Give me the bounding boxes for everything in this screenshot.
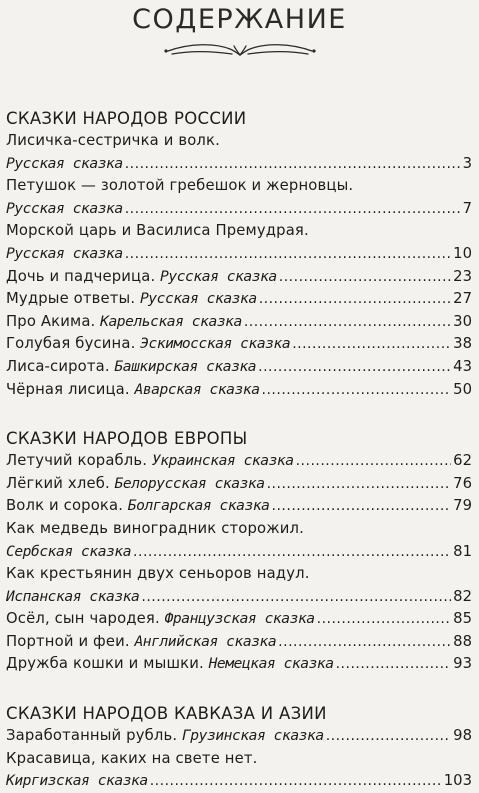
toc-entry-title-line — [6, 220, 472, 243]
toc-entry — [6, 541, 472, 564]
entry-title: Морской царь и Василиса Премудрая. — [6, 222, 309, 240]
entry-title: Лёгкий хлеб. — [6, 474, 110, 492]
entry-title: Лисичка-сестричка и волк. — [6, 132, 220, 149]
entry-page-number: 62 — [453, 452, 472, 470]
toc-entry-title-line — [6, 518, 472, 541]
toc-entry — [6, 770, 472, 793]
entry-text — [6, 608, 315, 631]
entry-origin: Сербская сказка — [6, 542, 132, 560]
toc-entry — [6, 288, 472, 311]
entry-title: Петушок — золотой гребешок и жерновцы. — [6, 177, 354, 195]
toc-entry — [6, 198, 472, 221]
dot-leader — [150, 770, 442, 793]
entry-title: Красавица, каких на свете нет. — [6, 749, 258, 767]
entry-text — [6, 725, 324, 748]
toc-entry — [6, 243, 472, 266]
entry-origin: Испанская сказка — [6, 587, 140, 605]
entry-title: Про Акима. — [6, 312, 96, 330]
entry-page-number: 3 — [462, 154, 472, 172]
entry-title: Мудрые ответы. — [6, 290, 136, 308]
entry-origin: Карельская сказка — [100, 312, 242, 330]
toc-entry — [6, 356, 472, 379]
entry-page-number: 43 — [453, 357, 472, 375]
toc-entry — [6, 379, 472, 402]
flourish-ornament-icon — [160, 40, 320, 60]
entry-text — [6, 653, 334, 676]
toc-entry — [6, 266, 472, 289]
entry-title: Голубая бусина. — [6, 335, 136, 353]
dot-leader — [292, 333, 451, 356]
entry-origin: Русская сказка — [139, 290, 257, 308]
dot-leader — [244, 311, 451, 334]
dot-leader — [125, 198, 461, 221]
dot-leader — [336, 653, 452, 676]
section-heading: СКАЗКИ НАРОДОВ ЕВРОПЫ — [6, 429, 248, 449]
dot-leader — [262, 379, 452, 402]
page-title: СОДЕРЖАНИЕ — [132, 4, 347, 35]
toc-entry — [6, 725, 472, 748]
entry-text — [6, 311, 242, 334]
entry-text — [6, 631, 276, 654]
entry-text — [6, 266, 277, 289]
entry-text — [6, 379, 260, 402]
entry-page-number: 23 — [453, 267, 472, 285]
toc-entry — [6, 653, 472, 676]
entry-origin: Русская сказка — [160, 267, 277, 285]
entry-page-number: 30 — [453, 312, 472, 330]
table-of-contents — [6, 108, 472, 793]
entry-title: Портной и феи. — [6, 632, 130, 650]
entry-page-number: 76 — [453, 474, 472, 492]
entry-title: Как медведь виноградник сторожил. — [6, 519, 304, 537]
dot-leader — [272, 495, 452, 518]
entry-origin: Белорусская сказка — [114, 474, 265, 492]
toc-entry — [6, 631, 472, 654]
entry-title: Волк и сорока. — [6, 497, 124, 515]
dot-leader — [267, 473, 452, 496]
entry-origin: Болгарская сказка — [127, 497, 270, 515]
dot-leader — [141, 586, 451, 609]
entry-page-number: 50 — [453, 380, 472, 398]
entry-origin: Русская сказка — [6, 154, 123, 172]
toc-entry-title-line — [6, 748, 472, 771]
entry-page-number: 85 — [453, 610, 472, 628]
section-heading: СКАЗКИ НАРОДОВ РОССИИ — [6, 109, 247, 128]
entry-page-number: 103 — [443, 772, 472, 790]
toc-entry — [6, 153, 472, 176]
entry-origin: Русская сказка — [6, 199, 123, 217]
dot-leader — [317, 608, 452, 631]
toc-entry-title-line — [6, 130, 472, 153]
dot-leader — [279, 266, 451, 289]
dot-leader — [259, 288, 451, 311]
entry-origin: Английская сказка — [134, 632, 277, 650]
entry-title: Дочь и падчерица. — [6, 267, 156, 285]
entry-page-number: 88 — [453, 632, 472, 650]
toc-entry — [6, 495, 472, 518]
entry-text — [6, 356, 256, 379]
dot-leader — [296, 450, 452, 473]
section-heading: СКАЗКИ НАРОДОВ КАВКАЗА И АЗИИ — [6, 704, 327, 724]
dot-leader — [258, 356, 451, 379]
entry-title: Осёл, сын чародея. — [6, 610, 160, 628]
entry-origin: Русская сказка — [6, 244, 123, 262]
dot-leader — [125, 153, 461, 176]
section-gap — [6, 676, 472, 703]
toc-entry-title-line — [6, 563, 472, 586]
entry-origin: Киргизская сказка — [6, 772, 148, 790]
toc-entry — [6, 473, 472, 496]
toc-entry — [6, 608, 472, 631]
dot-leader — [326, 725, 451, 748]
entry-origin: Грузинская сказка — [181, 727, 324, 745]
entry-text — [6, 333, 290, 356]
dot-leader — [125, 243, 451, 266]
entry-text — [6, 288, 257, 311]
section-gap — [6, 401, 472, 428]
entry-title: Летучий корабль. — [6, 452, 148, 470]
entry-title: Как крестьянин двух сеньоров надул. — [6, 565, 310, 583]
entry-page-number: 81 — [453, 542, 472, 560]
entry-text — [6, 450, 294, 473]
entry-page-number: 98 — [453, 727, 472, 745]
toc-entry — [6, 311, 472, 334]
dot-leader — [278, 631, 451, 654]
entry-title: Дружба кошки и мышки. — [6, 655, 204, 673]
entry-page-number: 38 — [453, 335, 472, 353]
entry-origin: Эскимосская сказка — [140, 335, 291, 353]
entry-title: Заработанный рубль. — [6, 727, 178, 745]
entry-text — [6, 495, 270, 518]
entry-page-number: 82 — [453, 587, 472, 605]
entry-origin: Французская сказка — [164, 610, 315, 628]
toc-entry — [6, 450, 472, 473]
entry-page-number: 7 — [462, 199, 472, 217]
toc-entry — [6, 586, 472, 609]
entry-title: Чёрная лисица. — [6, 380, 130, 398]
entry-text — [6, 473, 265, 496]
entry-origin: Немецкая сказка — [208, 655, 334, 673]
toc-entry-title-line — [6, 175, 472, 198]
entry-page-number: 10 — [453, 244, 472, 262]
toc-entry — [6, 333, 472, 356]
entry-origin: Аварская сказка — [134, 380, 260, 398]
entry-title: Лиса-сирота. — [6, 357, 110, 375]
entry-page-number: 27 — [453, 290, 472, 308]
entry-page-number: 93 — [453, 655, 472, 673]
entry-page-number: 79 — [453, 497, 472, 515]
dot-leader — [133, 541, 451, 564]
entry-origin: Башкирская сказка — [114, 357, 257, 375]
entry-origin: Украинская сказка — [151, 452, 294, 470]
